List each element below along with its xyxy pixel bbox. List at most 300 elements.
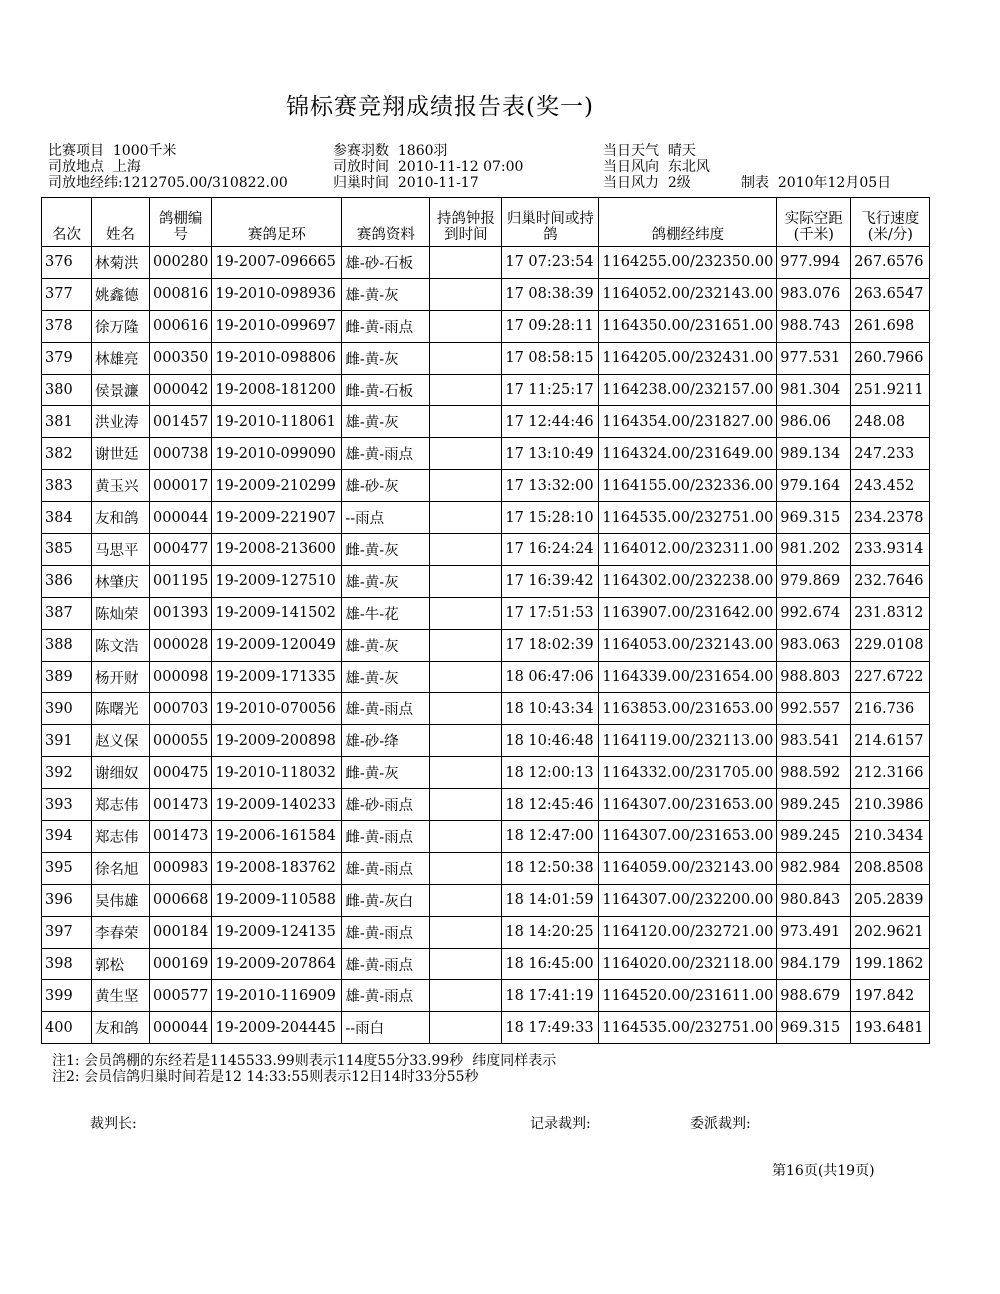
table-cell: 1164535.00/232751.00 [599, 1012, 777, 1044]
table-cell: 赵义保 [92, 725, 150, 757]
table-cell: 19-2010-116909 [212, 980, 342, 1012]
table-cell: 983.063 [777, 629, 851, 661]
table-cell: 233.9314 [851, 534, 930, 566]
table-cell: 981.202 [777, 534, 851, 566]
table-row [42, 374, 930, 406]
table-cell: 雌-黄-石板 [342, 374, 430, 406]
table-row [42, 406, 930, 438]
table-cell: 986.06 [777, 406, 851, 438]
table-row [42, 597, 930, 629]
table-cell: 郑志伟 [92, 789, 150, 821]
table-cell: 17 18:02:39 [502, 629, 599, 661]
table-cell: 徐万隆 [92, 310, 150, 342]
table-cell [430, 342, 502, 374]
table-cell: 雄-黄-雨点 [342, 916, 430, 948]
table-cell: 18 16:45:00 [502, 948, 599, 980]
chief-referee-label: 裁判长: [90, 1116, 137, 1132]
table-cell: 18 14:01:59 [502, 884, 599, 916]
table-cell: 17 17:51:53 [502, 597, 599, 629]
table-cell: 1164520.00/231611.00 [599, 980, 777, 1012]
table-cell: 1164350.00/231651.00 [599, 310, 777, 342]
table-cell: 谢细奴 [92, 757, 150, 789]
table-cell: 1164059.00/232143.00 [599, 852, 777, 884]
table-cell: 193.6481 [851, 1012, 930, 1044]
release-coords: 司放地经纬:1212705.00/310822.00 [48, 175, 288, 191]
table-cell: 261.698 [851, 310, 930, 342]
table-cell: 379 [42, 342, 92, 374]
table-cell: 199.1862 [851, 948, 930, 980]
table-cell [430, 948, 502, 980]
table-cell: 1163907.00/231642.00 [599, 597, 777, 629]
table-cell: 陈曙光 [92, 693, 150, 725]
note-2: 注2: 会员信鸽归巢时间若是12 14:33:55则表示12日14时33分55秒 [52, 1069, 479, 1085]
table-cell: 001393 [150, 597, 212, 629]
table-cell: 000184 [150, 916, 212, 948]
table-cell: 雄-牛-花 [342, 597, 430, 629]
table-cell: 388 [42, 629, 92, 661]
table-cell: 000044 [150, 1012, 212, 1044]
page-number: 第16页(共19页) [772, 1163, 875, 1179]
table-cell: 988.803 [777, 661, 851, 693]
table-cell: 979.869 [777, 565, 851, 597]
table-cell: 19-2009-141502 [212, 597, 342, 629]
table-row [42, 916, 930, 948]
table-cell: 雄-黄-灰 [342, 629, 430, 661]
table-cell: 988.743 [777, 310, 851, 342]
event-info: 比赛项目 1000千米 [48, 143, 177, 159]
table-cell: 210.3434 [851, 821, 930, 853]
table-cell: 992.674 [777, 597, 851, 629]
table-cell: 1164339.00/231654.00 [599, 661, 777, 693]
table-row [42, 629, 930, 661]
table-cell: 谢世廷 [92, 438, 150, 470]
table-cell: 000816 [150, 278, 212, 310]
table-cell: 251.9211 [851, 374, 930, 406]
table-cell: 1164053.00/232143.00 [599, 629, 777, 661]
table-cell: 19-2010-099697 [212, 310, 342, 342]
table-cell: 383 [42, 470, 92, 502]
table-cell: 18 12:45:46 [502, 789, 599, 821]
table-cell: 392 [42, 757, 92, 789]
table-cell: 1164354.00/231827.00 [599, 406, 777, 438]
table-cell [430, 502, 502, 534]
table-row [42, 884, 930, 916]
table-cell: 376 [42, 247, 92, 279]
table-cell: 雄-黄-灰 [342, 661, 430, 693]
table-cell: 000983 [150, 852, 212, 884]
table-cell: 267.6576 [851, 247, 930, 279]
table-cell: 林肇庆 [92, 565, 150, 597]
table-cell: 雄-黄-灰 [342, 406, 430, 438]
table-cell: 000017 [150, 470, 212, 502]
table-cell: 19-2009-204445 [212, 1012, 342, 1044]
table-cell: 385 [42, 534, 92, 566]
table-row [42, 310, 930, 342]
table-cell: 吴伟雄 [92, 884, 150, 916]
page-title: 锦标赛竞翔成绩报告表(奖一) [286, 94, 594, 120]
table-row [42, 789, 930, 821]
table-cell [430, 821, 502, 853]
table-cell: 1164238.00/232157.00 [599, 374, 777, 406]
table-row [42, 725, 930, 757]
table-cell: 197.842 [851, 980, 930, 1012]
table-cell: 000477 [150, 534, 212, 566]
col-header: 持鸽钟报到时间 [430, 198, 502, 247]
table-cell: 1164535.00/232751.00 [599, 502, 777, 534]
table-cell: 雄-黄-灰 [342, 565, 430, 597]
table-cell: 19-2009-207864 [212, 948, 342, 980]
table-cell: 19-2010-070056 [212, 693, 342, 725]
table-cell: 969.315 [777, 502, 851, 534]
table-cell [430, 980, 502, 1012]
table-row [42, 534, 930, 566]
table-cell: 18 17:41:19 [502, 980, 599, 1012]
table-row [42, 821, 930, 853]
table-cell [430, 534, 502, 566]
table-cell: 17 11:25:17 [502, 374, 599, 406]
table-cell: 973.491 [777, 916, 851, 948]
table-header-row [42, 198, 930, 247]
table-cell: 202.9621 [851, 916, 930, 948]
table-cell: 19-2009-210299 [212, 470, 342, 502]
table-cell: 黄生坚 [92, 980, 150, 1012]
table-cell [430, 374, 502, 406]
col-header: 赛鸽资料 [342, 198, 430, 247]
table-cell: 229.0108 [851, 629, 930, 661]
table-cell: 988.679 [777, 980, 851, 1012]
table-cell: 393 [42, 789, 92, 821]
table-cell: 19-2010-099090 [212, 438, 342, 470]
table-cell: 234.2378 [851, 502, 930, 534]
table-cell: 210.3986 [851, 789, 930, 821]
table-cell: 雄-黄-雨点 [342, 693, 430, 725]
table-cell: 19-2007-096665 [212, 247, 342, 279]
table-cell: 黄玉兴 [92, 470, 150, 502]
table-cell: 17 12:44:46 [502, 406, 599, 438]
table-cell: 19-2008-181200 [212, 374, 342, 406]
table-cell: 1164307.00/231653.00 [599, 789, 777, 821]
col-header: 鸽棚经纬度 [599, 198, 777, 247]
table-cell: 雄-砂-石板 [342, 247, 430, 279]
table-cell: 378 [42, 310, 92, 342]
table-cell: 陈文浩 [92, 629, 150, 661]
table-cell: 212.3166 [851, 757, 930, 789]
delegate-referee-label: 委派裁判: [690, 1116, 751, 1132]
table-cell: 001195 [150, 565, 212, 597]
table-cell: 姚鑫德 [92, 278, 150, 310]
table-cell: 390 [42, 693, 92, 725]
table-cell: 1164119.00/232113.00 [599, 725, 777, 757]
col-header: 赛鸽足环 [212, 198, 342, 247]
table-cell: 友和鸽 [92, 502, 150, 534]
table-cell: 18 10:46:48 [502, 725, 599, 757]
table-cell: 19-2009-127510 [212, 565, 342, 597]
table-cell: --雨点 [342, 502, 430, 534]
results-table [41, 197, 930, 1044]
table-cell: 19-2009-110588 [212, 884, 342, 916]
table-cell: 雄-黄-雨点 [342, 438, 430, 470]
table-cell: 983.541 [777, 725, 851, 757]
table-cell: 989.134 [777, 438, 851, 470]
table-cell: --雨白 [342, 1012, 430, 1044]
table-cell: 981.304 [777, 374, 851, 406]
table-cell: 郑志伟 [92, 821, 150, 853]
table-cell: 396 [42, 884, 92, 916]
table-cell: 1164307.00/231653.00 [599, 821, 777, 853]
table-cell: 1164324.00/231649.00 [599, 438, 777, 470]
weather-info: 当日天气 晴天 [603, 143, 696, 159]
table-cell [430, 852, 502, 884]
table-cell [430, 757, 502, 789]
table-cell: 260.7966 [851, 342, 930, 374]
table-cell: 郭松 [92, 948, 150, 980]
table-row [42, 470, 930, 502]
table-cell: 389 [42, 661, 92, 693]
table-cell: 977.531 [777, 342, 851, 374]
table-cell: 林菊洪 [92, 247, 150, 279]
table-cell: 友和鸽 [92, 1012, 150, 1044]
wind-direction: 当日风向 东北风 [603, 159, 710, 175]
table-cell: 377 [42, 278, 92, 310]
table-cell: 1164255.00/232350.00 [599, 247, 777, 279]
table-cell: 1163853.00/231653.00 [599, 693, 777, 725]
note-1: 注1: 会员鸽棚的东经若是1145533.99则表示114度55分33.99秒 纬度同样表示 [52, 1053, 557, 1069]
wind-force: 当日风力 2级 [603, 175, 691, 191]
table-cell: 399 [42, 980, 92, 1012]
table-cell: 386 [42, 565, 92, 597]
table-cell [430, 247, 502, 279]
table-row [42, 278, 930, 310]
table-cell: 214.6157 [851, 725, 930, 757]
table-row [42, 247, 930, 279]
release-time: 司放时间 2010-11-12 07:00 [333, 159, 524, 175]
table-cell: 18 12:47:00 [502, 821, 599, 853]
table-cell [430, 916, 502, 948]
table-cell: 000098 [150, 661, 212, 693]
table-cell: 19-2009-221907 [212, 502, 342, 534]
table-cell: 雌-黄-灰白 [342, 884, 430, 916]
table-cell: 19-2008-183762 [212, 852, 342, 884]
table-cell: 17 13:10:49 [502, 438, 599, 470]
table-cell: 18 14:20:25 [502, 916, 599, 948]
table-cell: 205.2839 [851, 884, 930, 916]
table-cell: 17 13:32:00 [502, 470, 599, 502]
table-cell: 1164020.00/232118.00 [599, 948, 777, 980]
table-cell [430, 725, 502, 757]
col-header: 归巢时间或持鸽 [502, 198, 599, 247]
table-cell: 雄-砂-雨点 [342, 789, 430, 821]
table-cell: 雄-黄-雨点 [342, 980, 430, 1012]
table-cell: 248.08 [851, 406, 930, 438]
table-cell: 989.245 [777, 821, 851, 853]
table-row [42, 661, 930, 693]
table-cell: 263.6547 [851, 278, 930, 310]
table-cell: 001473 [150, 821, 212, 853]
table-cell: 19-2010-098806 [212, 342, 342, 374]
table-row [42, 948, 930, 980]
table-cell: 001457 [150, 406, 212, 438]
table-cell: 1164332.00/231705.00 [599, 757, 777, 789]
table-cell: 231.8312 [851, 597, 930, 629]
table-cell: 384 [42, 502, 92, 534]
table-cell: 雄-黄-雨点 [342, 948, 430, 980]
table-row [42, 693, 930, 725]
table-cell: 387 [42, 597, 92, 629]
return-time: 归巢时间 2010-11-17 [333, 175, 479, 191]
table-cell [430, 565, 502, 597]
table-cell: 1164052.00/232143.00 [599, 278, 777, 310]
table-cell: 19-2009-124135 [212, 916, 342, 948]
table-cell: 雌-黄-灰 [342, 757, 430, 789]
table-cell: 000668 [150, 884, 212, 916]
table-cell: 雄-砂-绛 [342, 725, 430, 757]
table-cell: 398 [42, 948, 92, 980]
table-cell: 000055 [150, 725, 212, 757]
table-cell [430, 789, 502, 821]
table-cell: 17 16:24:24 [502, 534, 599, 566]
table-cell: 000280 [150, 247, 212, 279]
table-cell: 000738 [150, 438, 212, 470]
table-cell [430, 1012, 502, 1044]
table-cell: 232.7646 [851, 565, 930, 597]
table-cell: 李春荣 [92, 916, 150, 948]
table-cell: 000703 [150, 693, 212, 725]
table-cell: 19-2009-140233 [212, 789, 342, 821]
col-header: 姓名 [92, 198, 150, 247]
recorder-referee-label: 记录裁判: [530, 1116, 591, 1132]
table-cell: 19-2010-118032 [212, 757, 342, 789]
table-cell: 000475 [150, 757, 212, 789]
table-cell: 380 [42, 374, 92, 406]
table-cell: 1164120.00/232721.00 [599, 916, 777, 948]
table-cell: 雄-砂-灰 [342, 470, 430, 502]
table-cell [430, 693, 502, 725]
table-cell [430, 310, 502, 342]
table-cell: 18 12:00:13 [502, 757, 599, 789]
table-cell: 18 12:50:38 [502, 852, 599, 884]
table-cell: 侯景濂 [92, 374, 150, 406]
table-row [42, 565, 930, 597]
table-cell: 397 [42, 916, 92, 948]
table-cell: 247.233 [851, 438, 930, 470]
made-date: 制表 2010年12月05日 [741, 175, 892, 191]
table-cell: 1164307.00/232200.00 [599, 884, 777, 916]
table-row [42, 502, 930, 534]
table-cell: 382 [42, 438, 92, 470]
table-cell: 000028 [150, 629, 212, 661]
table-cell: 雌-黄-雨点 [342, 821, 430, 853]
table-cell: 19-2009-171335 [212, 661, 342, 693]
table-cell: 雄-黄-灰 [342, 278, 430, 310]
table-cell: 969.315 [777, 1012, 851, 1044]
table-cell: 19-2006-161584 [212, 821, 342, 853]
table-cell: 000350 [150, 342, 212, 374]
table-cell [430, 278, 502, 310]
table-cell: 000169 [150, 948, 212, 980]
table-cell: 391 [42, 725, 92, 757]
table-cell: 杨开财 [92, 661, 150, 693]
table-cell: 林雄亮 [92, 342, 150, 374]
table-cell: 1164155.00/232336.00 [599, 470, 777, 502]
table-row [42, 438, 930, 470]
table-cell [430, 629, 502, 661]
table-cell: 982.984 [777, 852, 851, 884]
col-header: 名次 [42, 198, 92, 247]
table-cell: 17 16:39:42 [502, 565, 599, 597]
table-cell: 400 [42, 1012, 92, 1044]
table-row [42, 852, 930, 884]
table-cell: 雌-黄-灰 [342, 342, 430, 374]
table-cell: 208.8508 [851, 852, 930, 884]
table-cell: 徐名旭 [92, 852, 150, 884]
table-cell: 19-2010-118061 [212, 406, 342, 438]
table-cell: 18 17:49:33 [502, 1012, 599, 1044]
table-cell [430, 406, 502, 438]
table-cell: 18 10:43:34 [502, 693, 599, 725]
table-cell: 000042 [150, 374, 212, 406]
table-cell: 17 07:23:54 [502, 247, 599, 279]
table-cell: 989.245 [777, 789, 851, 821]
table-cell [430, 884, 502, 916]
table-cell: 18 06:47:06 [502, 661, 599, 693]
table-cell: 977.994 [777, 247, 851, 279]
table-cell: 000044 [150, 502, 212, 534]
table-cell: 984.179 [777, 948, 851, 980]
table-cell: 243.452 [851, 470, 930, 502]
table-cell: 17 09:28:11 [502, 310, 599, 342]
table-cell: 979.164 [777, 470, 851, 502]
col-header: 实际空距(千米) [777, 198, 851, 247]
table-cell: 雄-黄-雨点 [342, 852, 430, 884]
table-cell: 000577 [150, 980, 212, 1012]
table-row [42, 1012, 930, 1044]
table-cell: 1164205.00/232431.00 [599, 342, 777, 374]
table-cell: 17 08:58:15 [502, 342, 599, 374]
col-header: 鸽棚编号 [150, 198, 212, 247]
table-cell: 992.557 [777, 693, 851, 725]
table-cell: 19-2009-200898 [212, 725, 342, 757]
table-cell: 394 [42, 821, 92, 853]
table-cell: 17 08:38:39 [502, 278, 599, 310]
table-cell: 17 15:28:10 [502, 502, 599, 534]
table-cell: 雌-黄-雨点 [342, 310, 430, 342]
table-cell: 001473 [150, 789, 212, 821]
table-cell: 216.736 [851, 693, 930, 725]
table-cell [430, 470, 502, 502]
table-row [42, 342, 930, 374]
table-cell: 陈灿荣 [92, 597, 150, 629]
table-cell [430, 661, 502, 693]
table-cell: 雌-黄-灰 [342, 534, 430, 566]
table-cell: 19-2010-098936 [212, 278, 342, 310]
table-cell: 19-2009-120049 [212, 629, 342, 661]
table-cell: 000616 [150, 310, 212, 342]
release-place: 司放地点 上海 [48, 159, 141, 175]
col-header: 飞行速度(米/分) [851, 198, 930, 247]
table-cell: 980.843 [777, 884, 851, 916]
table-cell: 19-2008-213600 [212, 534, 342, 566]
table-cell: 洪业涛 [92, 406, 150, 438]
table-cell [430, 438, 502, 470]
table-cell: 1164302.00/232238.00 [599, 565, 777, 597]
entries-info: 参赛羽数 1860羽 [333, 143, 448, 159]
table-cell: 227.6722 [851, 661, 930, 693]
table-row [42, 757, 930, 789]
table-cell: 381 [42, 406, 92, 438]
table-cell: 988.592 [777, 757, 851, 789]
table-cell: 马思平 [92, 534, 150, 566]
table-cell [430, 597, 502, 629]
